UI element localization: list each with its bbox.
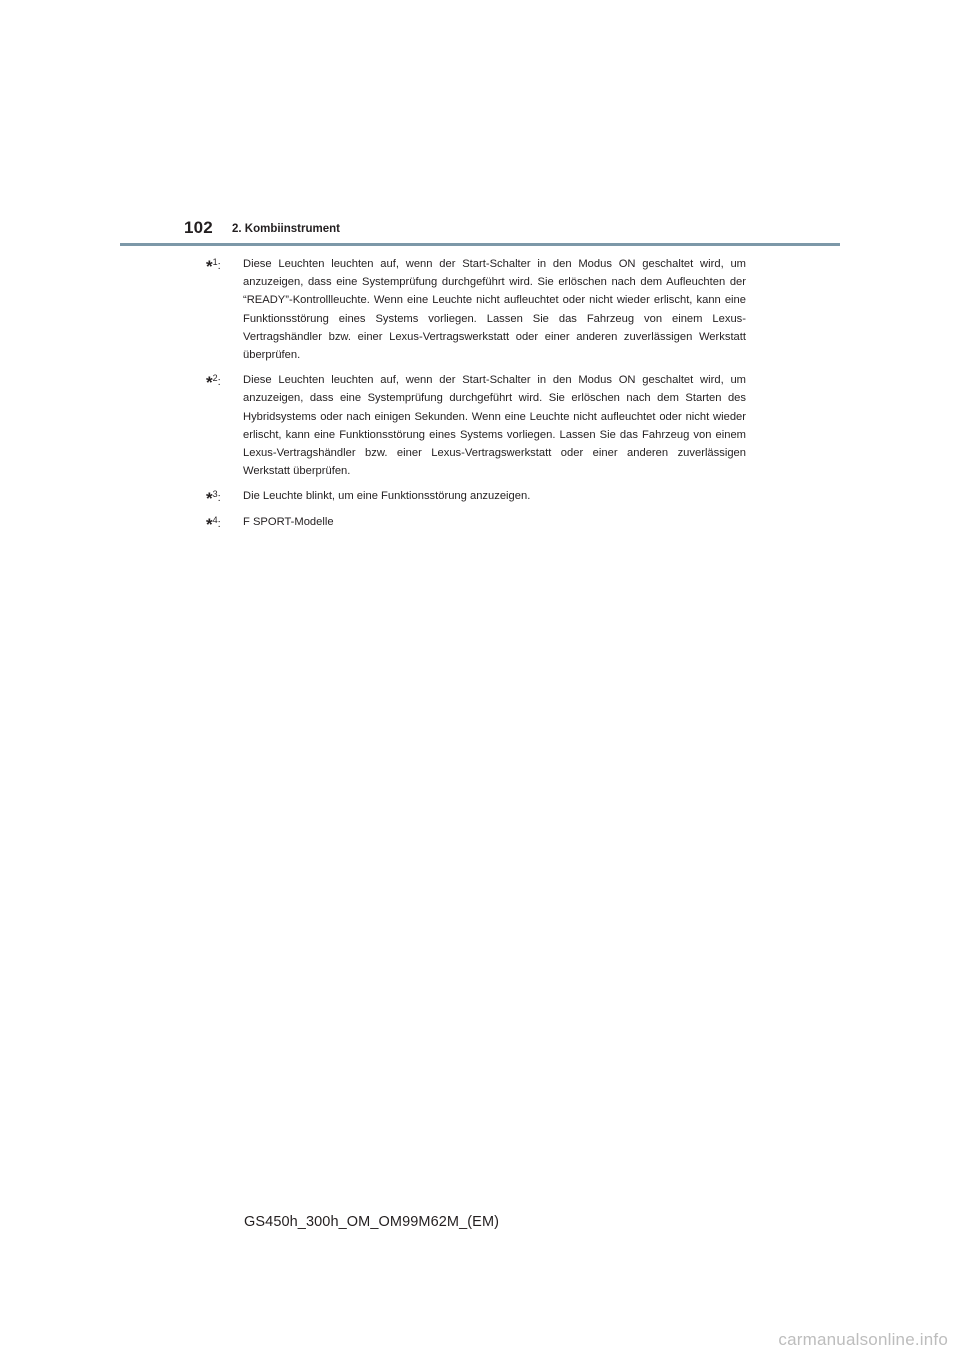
footnote-separator: :	[217, 260, 221, 272]
footnote-item	[206, 371, 746, 480]
footnote-marker	[206, 487, 221, 507]
page-number: 102	[184, 218, 213, 237]
footnote-item	[206, 255, 746, 364]
footnote-text: Die Leuchte blinkt, um eine Funktionsstörung anzuzeigen.	[243, 490, 531, 503]
footnote-text: F SPORT-Modelle	[243, 515, 334, 528]
footnote-text: Diese Leuchten leuchten auf, wenn der Start-Schalter in den Modus ON geschaltet wird, um anzuzeigen, dass eine Systemprüfung durchgeführt wird. Sie erlöschen nach dem Starten des Hybridsystems oder nach einigen Sekunden. Wenn eine Leuchte nicht aufleuchtet oder nicht wieder erlischt, kann eine Funktionsstörung eines Systems vorliegen. Lassen Sie das Fahrzeug von einem Lexus-Vertragshändler bzw. einer Lexus-Vertragswerkstatt oder einer anderen zuverlässigen Werkstatt überprüfen.	[243, 374, 746, 478]
asterisk-icon: *	[206, 257, 213, 276]
footnote-number: 3	[212, 489, 218, 500]
footnote-number: 4	[212, 514, 218, 525]
footnote-item	[206, 487, 746, 509]
asterisk-icon: *	[206, 514, 213, 534]
footnote-item	[206, 513, 746, 534]
footnote-marker	[206, 513, 221, 533]
document-code: GS450h_300h_OM_OM99M62M_(EM)	[244, 1214, 500, 1230]
footnote-separator: :	[217, 517, 221, 530]
footnote-text: Diese Leuchten leuchten auf, wenn der Start-Schalter in den Modus ON geschaltet wird, um anzuzeigen, dass eine Systemprüfung durchgeführt wird. Sie erlöschen nach dem Aufleuchten der “READY”-Kontrollleuchte. Wenn eine Leuchte nicht aufleuchtet oder nicht wieder erlischt, kann eine Funktionsstörung eines Systems vorliegen. Lassen Sie das Fahrzeug von einem Lexus-Vertragshändler bzw. einer Lexus-Vertragswerkstatt oder einer anderen zuverlässigen Werkstatt überprüfen.	[243, 258, 746, 362]
footnote-marker	[206, 255, 221, 275]
asterisk-icon: *	[206, 373, 213, 393]
footnote-separator: :	[217, 492, 221, 505]
footnote-separator: :	[217, 376, 221, 389]
footnote-list	[206, 255, 746, 538]
footnote-marker	[206, 371, 221, 391]
watermark-link[interactable]: carmanualsonline.info	[778, 1330, 948, 1349]
footnote-number: 2	[212, 373, 218, 384]
header-divider	[120, 243, 840, 246]
asterisk-icon: *	[206, 489, 213, 509]
footnote-number: 1	[212, 257, 218, 267]
page-header	[0, 0, 960, 250]
section-title: 2. Kombiinstrument	[232, 223, 340, 235]
